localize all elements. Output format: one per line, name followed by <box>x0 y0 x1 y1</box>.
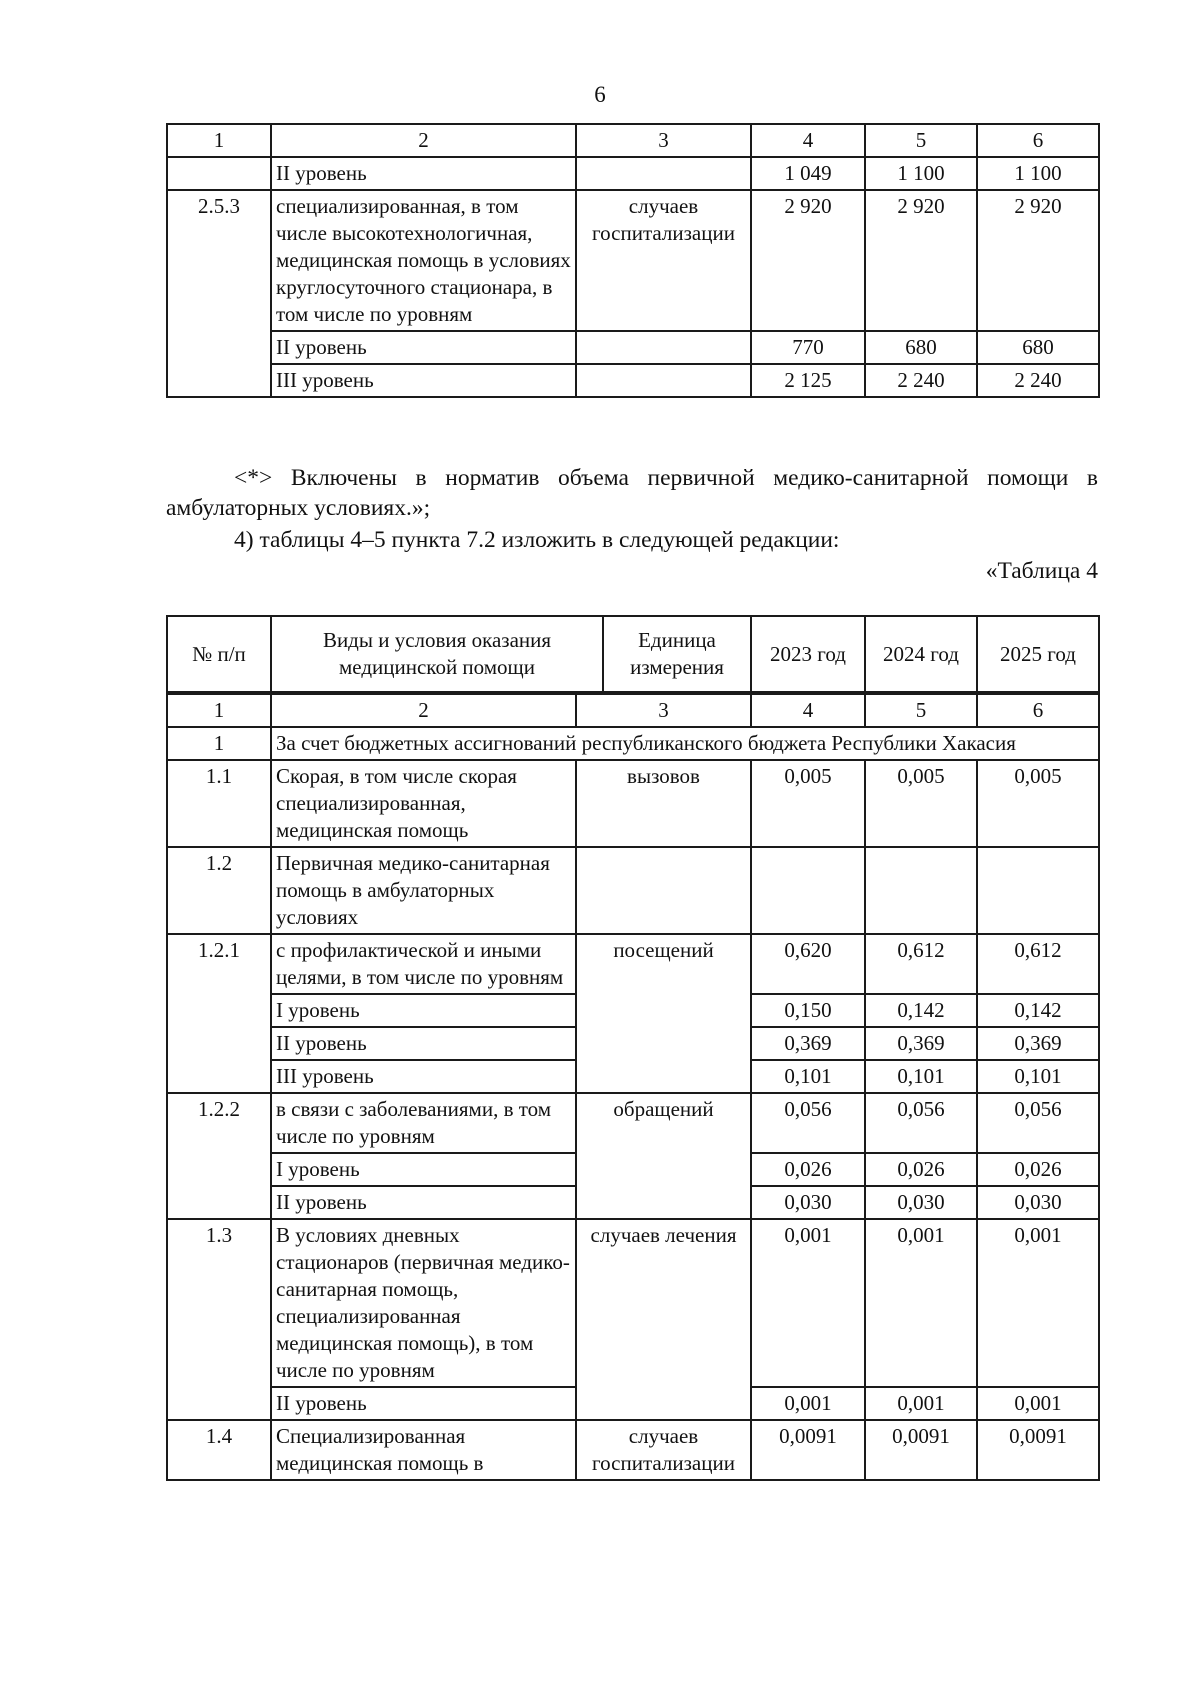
row-name: III уровень <box>271 364 576 397</box>
row-unit: посещений <box>576 934 751 1093</box>
col-number: 2 <box>271 694 576 727</box>
value-2024 <box>865 847 977 934</box>
value-2024: 0,0091 <box>865 1420 977 1480</box>
section-title: За счет бюджетных ассигнований республиканского бюджета Республики Хакасия <box>271 727 1099 760</box>
row-unit <box>576 847 751 934</box>
value-2025 <box>977 847 1099 934</box>
value-2025: 0,056 <box>977 1093 1099 1153</box>
value-2025: 0,001 <box>977 1387 1099 1420</box>
value-2023: 0,030 <box>751 1186 865 1219</box>
table-caption: «Таблица 4 <box>985 558 1098 584</box>
value-2025: 2 240 <box>977 364 1099 397</box>
value-2023 <box>751 847 865 934</box>
row-unit: обращений <box>576 1093 751 1219</box>
row-name: II уровень <box>271 1186 576 1219</box>
header-2024: 2024 год <box>865 616 977 692</box>
value-2024: 0,142 <box>865 994 977 1027</box>
col-number: 1 <box>167 694 271 727</box>
value-2023: 770 <box>751 331 865 364</box>
value-2023: 0,369 <box>751 1027 865 1060</box>
row-name: В условиях дневных стационаров (первичная медико-санитарная помощь, специализированная медицинская помощь), в том числе по уровням <box>271 1219 576 1387</box>
header-num: № п/п <box>167 616 271 692</box>
row-name: с профилактической и иными целями, в том числе по уровням <box>271 934 576 994</box>
amendment-text: 4) таблицы 4–5 пункта 7.2 изложить в следующей редакции: <box>234 527 840 553</box>
value-2025: 0,001 <box>977 1219 1099 1387</box>
value-2024: 0,612 <box>865 934 977 994</box>
row-number: 1.1 <box>167 760 271 847</box>
col-number: 1 <box>167 124 271 157</box>
value-2024: 0,030 <box>865 1186 977 1219</box>
value-2024: 2 920 <box>865 190 977 331</box>
value-2023: 0,101 <box>751 1060 865 1093</box>
value-2025: 0,005 <box>977 760 1099 847</box>
col-number: 6 <box>977 694 1099 727</box>
value-2023: 2 125 <box>751 364 865 397</box>
col-number: 4 <box>751 694 865 727</box>
table-row <box>167 331 1099 364</box>
value-2023: 0,026 <box>751 1153 865 1186</box>
row-name: Первичная медико-санитарная помощь в амбулаторных условиях <box>271 847 576 934</box>
value-2025: 2 920 <box>977 190 1099 331</box>
table-row <box>167 847 1099 934</box>
row-name: I уровень <box>271 1153 576 1186</box>
row-name: Специализированная медицинская помощь в <box>271 1420 576 1480</box>
col-number: 5 <box>865 694 977 727</box>
row-unit: случаев госпитализации <box>576 190 751 331</box>
value-2024: 0,026 <box>865 1153 977 1186</box>
row-name: Скорая, в том числе скорая специализированная, медицинская помощь <box>271 760 576 847</box>
value-2024: 2 240 <box>865 364 977 397</box>
table4-body <box>166 693 1100 1481</box>
column-number-row <box>167 694 1099 727</box>
value-2024: 680 <box>865 331 977 364</box>
row-number: 1.3 <box>167 1219 271 1420</box>
table-row <box>167 1093 1099 1153</box>
section-row <box>167 727 1099 760</box>
value-2023: 0,150 <box>751 994 865 1027</box>
value-2023: 0,005 <box>751 760 865 847</box>
row-name: I уровень <box>271 994 576 1027</box>
row-number: 1.4 <box>167 1420 271 1480</box>
row-unit: случаев госпитализации <box>576 1420 751 1480</box>
value-2023: 0,001 <box>751 1387 865 1420</box>
row-name: II уровень <box>271 1387 576 1420</box>
page-number: 6 <box>594 82 606 107</box>
col-number: 3 <box>576 694 751 727</box>
value-2023: 2 920 <box>751 190 865 331</box>
table-row <box>167 934 1099 994</box>
header-unit: Единица измерения <box>603 616 751 692</box>
continuation-table <box>166 123 1100 398</box>
row-number: 1.2.1 <box>167 934 271 1093</box>
row-unit <box>576 331 751 364</box>
row-number: 1.2.2 <box>167 1093 271 1219</box>
table-row <box>167 364 1099 397</box>
value-2024: 0,001 <box>865 1387 977 1420</box>
value-2024: 0,101 <box>865 1060 977 1093</box>
col-number: 5 <box>865 124 977 157</box>
header-2023: 2023 год <box>751 616 865 692</box>
value-2023: 1 049 <box>751 157 865 190</box>
section-number: 1 <box>167 727 271 760</box>
table-row <box>167 760 1099 847</box>
value-2024: 0,001 <box>865 1219 977 1387</box>
value-2023: 0,620 <box>751 934 865 994</box>
row-number <box>167 157 271 190</box>
footnote: <*> Включены в норматив объема первичной медико-санитарной помощи в амбулаторных условиях.»; <box>166 465 1098 521</box>
value-2024: 0,369 <box>865 1027 977 1060</box>
header-2025: 2025 год <box>977 616 1099 692</box>
row-name: II уровень <box>271 157 576 190</box>
row-name: специализированная, в том числе высокотехнологичная, медицинская помощь в условиях круглосуточного стационара, в том числе по уровням <box>271 190 576 331</box>
row-name: II уровень <box>271 1027 576 1060</box>
table-row <box>167 1219 1099 1387</box>
row-number: 2.5.3 <box>167 190 271 397</box>
row-name: II уровень <box>271 331 576 364</box>
row-name: в связи с заболеваниями, в том числе по уровням <box>271 1093 576 1153</box>
col-number: 3 <box>576 124 751 157</box>
table-row <box>167 157 1099 190</box>
header-name: Виды и условия оказания медицинской помощи <box>271 616 603 692</box>
value-2025: 0,612 <box>977 934 1099 994</box>
column-number-row <box>167 124 1099 157</box>
row-number: 1.2 <box>167 847 271 934</box>
value-2023: 0,056 <box>751 1093 865 1153</box>
row-name: III уровень <box>271 1060 576 1093</box>
value-2024: 0,005 <box>865 760 977 847</box>
value-2025: 1 100 <box>977 157 1099 190</box>
value-2025: 0,030 <box>977 1186 1099 1219</box>
row-unit <box>576 157 751 190</box>
value-2025: 680 <box>977 331 1099 364</box>
col-number: 4 <box>751 124 865 157</box>
row-unit: вызовов <box>576 760 751 847</box>
row-unit: случаев лечения <box>576 1219 751 1420</box>
value-2025: 0,142 <box>977 994 1099 1027</box>
value-2025: 0,026 <box>977 1153 1099 1186</box>
table-row <box>167 1420 1099 1480</box>
value-2025: 0,101 <box>977 1060 1099 1093</box>
table4-header <box>166 615 1100 693</box>
value-2025: 0,369 <box>977 1027 1099 1060</box>
value-2023: 0,0091 <box>751 1420 865 1480</box>
row-unit <box>576 364 751 397</box>
value-2025: 0,0091 <box>977 1420 1099 1480</box>
table-row <box>167 190 1099 331</box>
header-row <box>167 616 1099 692</box>
value-2024: 0,056 <box>865 1093 977 1153</box>
col-number: 2 <box>271 124 576 157</box>
col-number: 6 <box>977 124 1099 157</box>
value-2023: 0,001 <box>751 1219 865 1387</box>
value-2024: 1 100 <box>865 157 977 190</box>
